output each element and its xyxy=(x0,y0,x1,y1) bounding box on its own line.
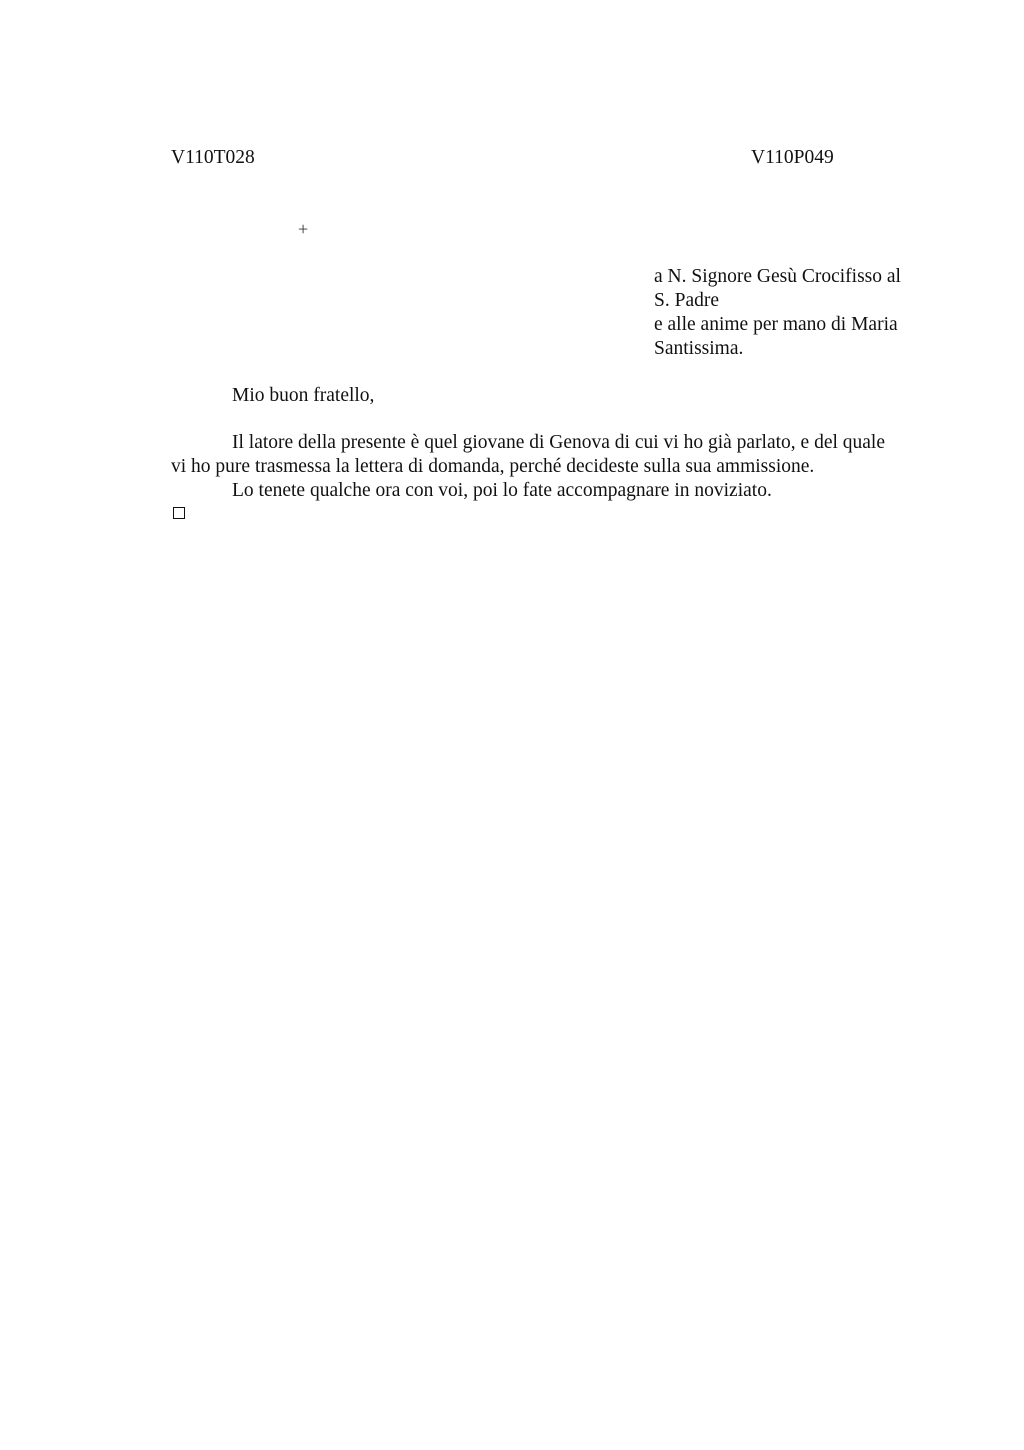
letter-body xyxy=(171,431,941,503)
body-line: Lo tenete qualche ora con voi, poi lo fate accompagnare in noviziato. xyxy=(232,480,772,501)
square-outline-icon xyxy=(173,507,185,519)
dedication-block xyxy=(654,265,944,361)
dedication-line: S. Padre xyxy=(654,290,719,311)
document-code-right: V110P049 xyxy=(751,147,834,168)
cross-icon: + xyxy=(298,219,309,239)
dedication-line: Santissima. xyxy=(654,338,744,359)
body-line: Il latore della presente è quel giovane di Genova di cui vi ho già parlato, e del quale xyxy=(232,432,886,453)
dedication-line: e alle anime per mano di Maria xyxy=(654,314,898,335)
dedication-line: a N. Signore Gesù Crocifisso al xyxy=(654,266,901,287)
document-code-left: V110T028 xyxy=(171,147,255,168)
body-line: vi ho pure trasmessa la lettera di domanda, perché decideste sulla sua ammissione. xyxy=(171,456,815,477)
letter-salutation: Mio buon fratello, xyxy=(232,385,375,406)
